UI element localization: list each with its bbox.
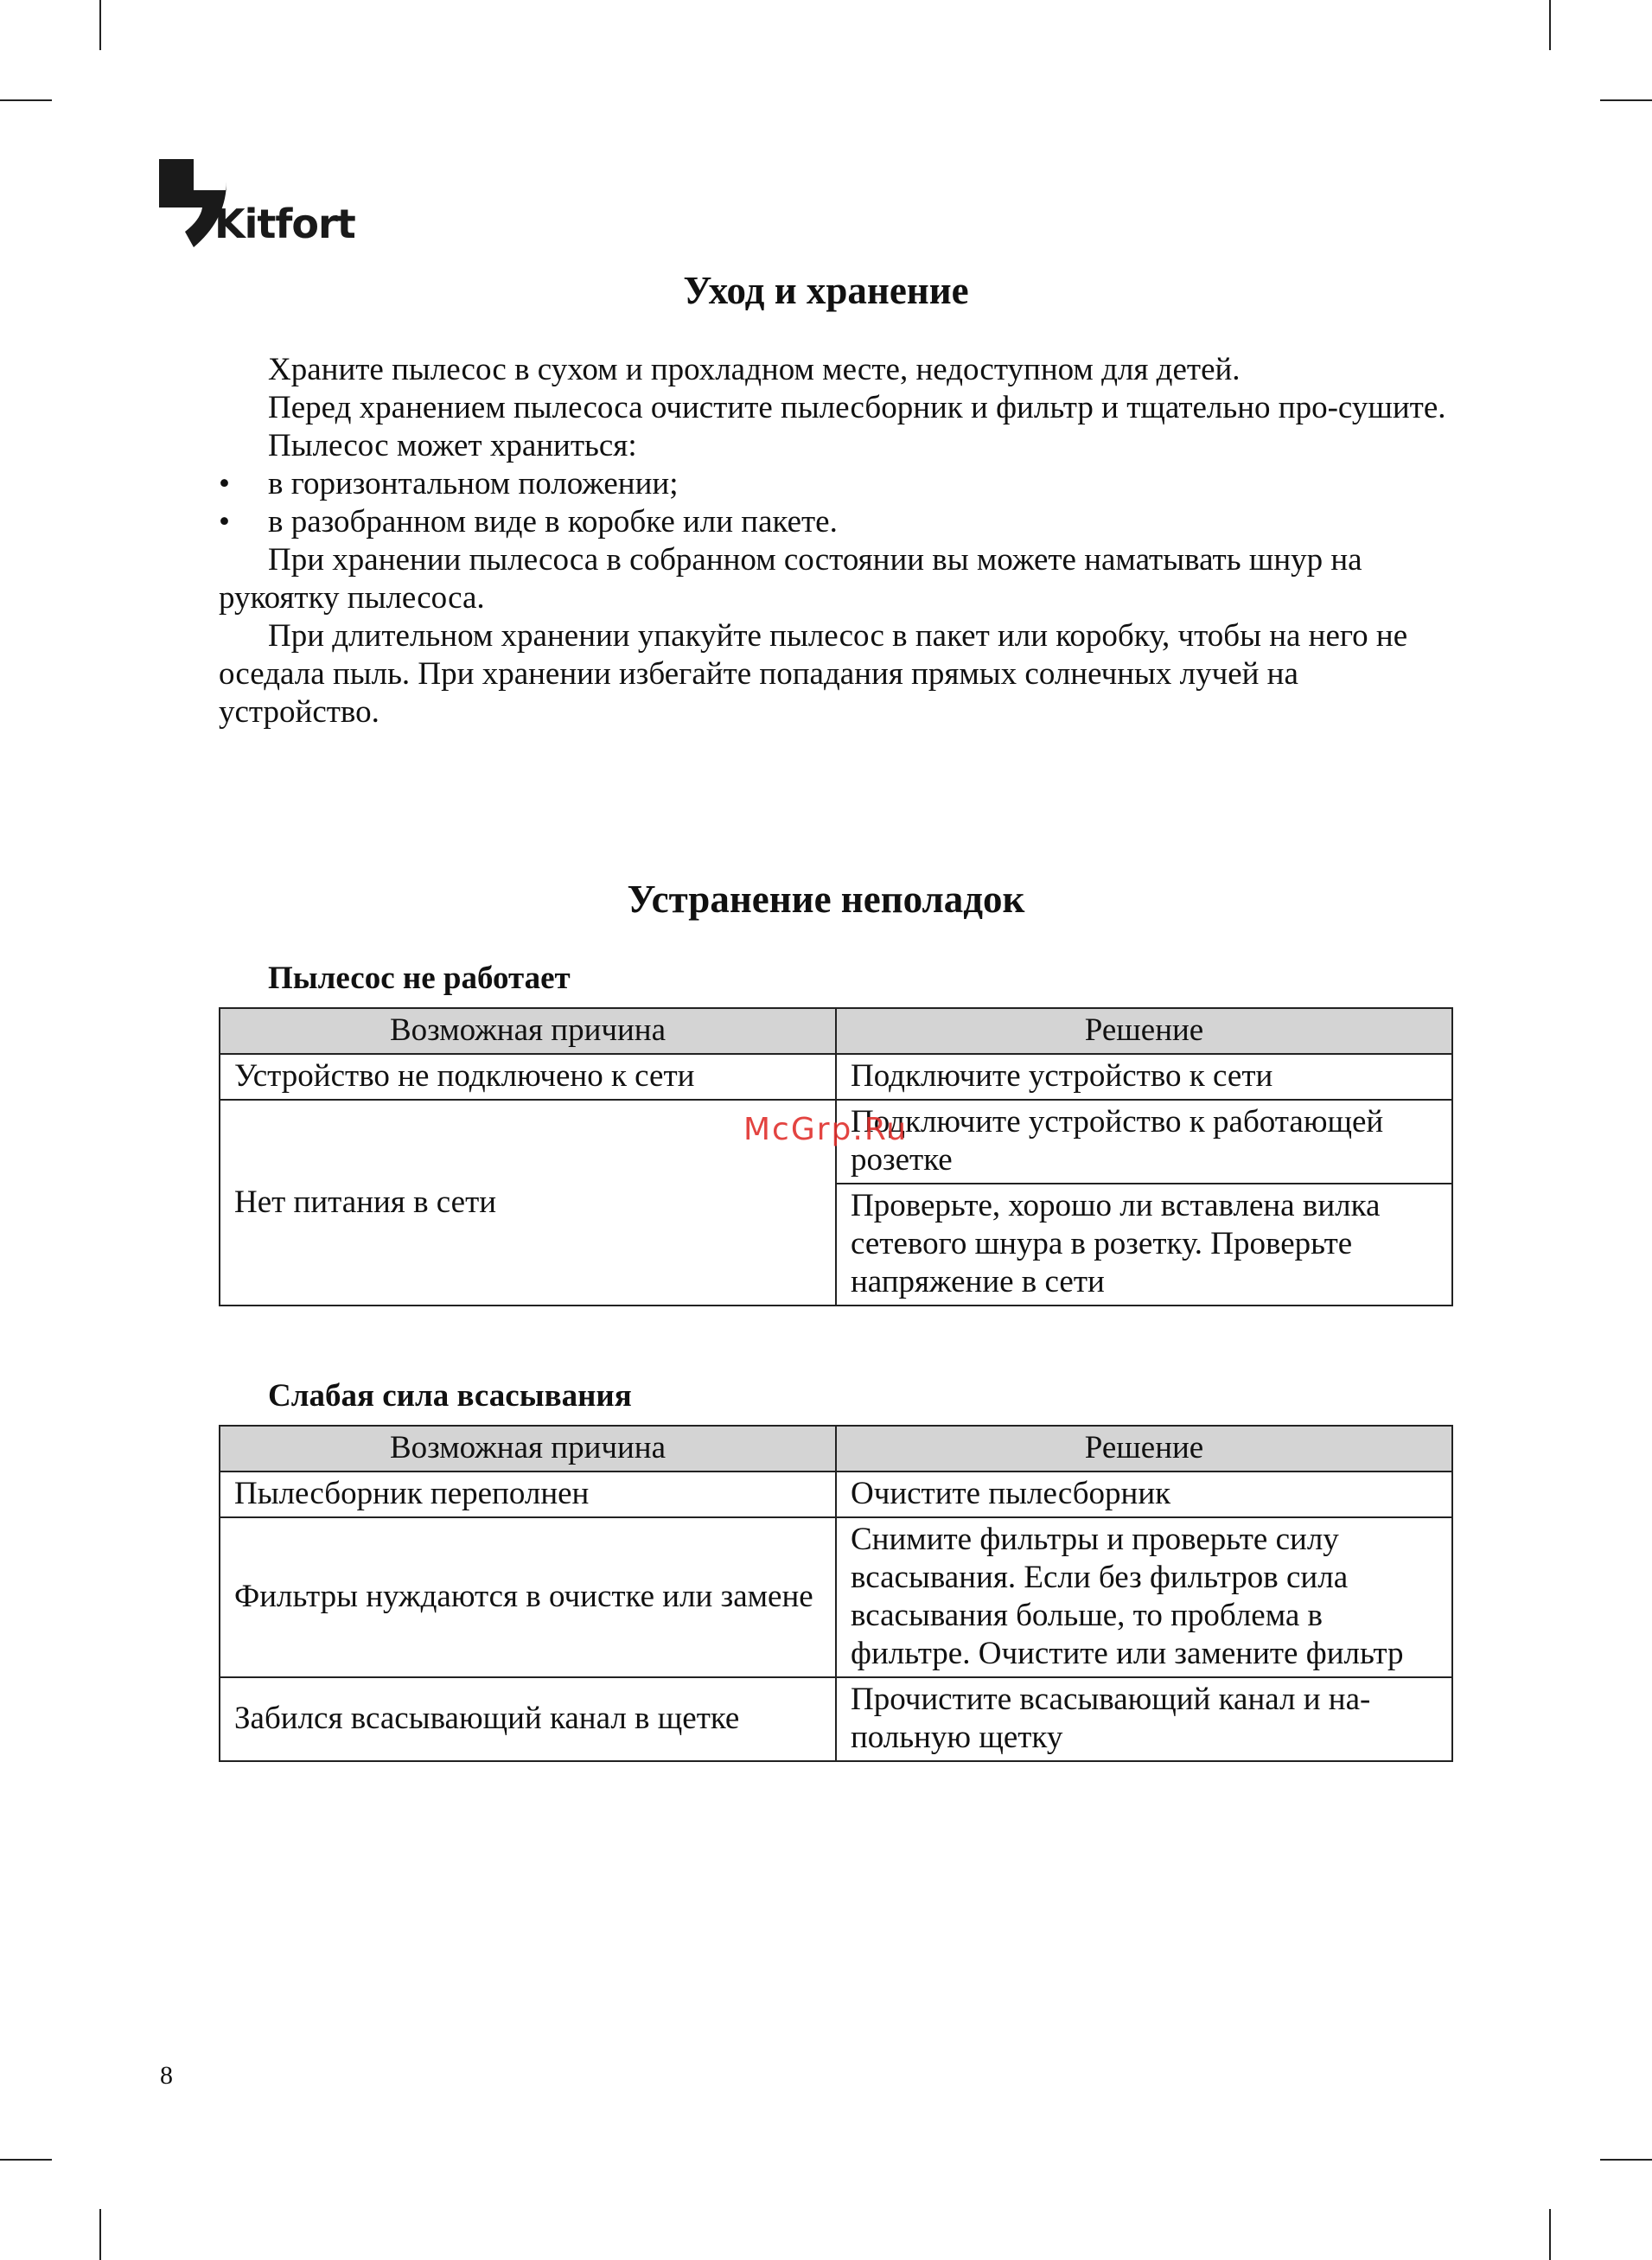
table-row	[220, 1054, 1452, 1100]
list-item-text: в горизонтальном положении;	[268, 466, 679, 501]
table-header-row	[220, 1008, 1452, 1054]
solution-cell: Подключите устройство к сети	[836, 1054, 1452, 1100]
care-title: Уход и хранение	[683, 269, 969, 312]
crop-mark	[1549, 2209, 1551, 2260]
troubleshooting-title: Устранение неполадок	[627, 878, 1025, 921]
cause-cell: Фильтры нуждаются в очистке или замене	[220, 1517, 836, 1677]
solution-cell: Проверьте, хорошо ли вставлена вилка сетевого шнура в розетку. Проверьте напряжение в сети	[836, 1184, 1452, 1306]
section-heading: Пылесос не работает	[268, 961, 571, 996]
table-row	[220, 1517, 1452, 1677]
bullet-icon: •	[219, 504, 230, 539]
solution-cell: Подключите устройство к работающей розетке	[836, 1100, 1452, 1184]
crop-mark	[99, 2209, 101, 2260]
brand-name: Kitfort	[214, 201, 355, 247]
troubleshooting-table-weak-suction	[219, 1425, 1453, 1762]
care-paragraph: Храните пылесос в сухом и прохладном месте, недоступном для детей.	[268, 352, 1241, 387]
column-header-solution: Решение	[836, 1426, 1452, 1472]
cause-cell: Нет питания в сети	[220, 1100, 836, 1306]
cause-cell: Устройство не подключено к сети	[220, 1054, 836, 1100]
table-header-row	[220, 1426, 1452, 1472]
cause-cell: Пылесборник переполнен	[220, 1472, 836, 1517]
care-paragraph: При длительном хранении упакуйте пылесос в пакет или коробку, чтобы на него не оседала пыль. При хранении избегайте попадания прямых солнечных лучей на устройство.	[219, 618, 1408, 730]
bullet-icon: •	[219, 466, 230, 501]
list-item	[219, 503, 1446, 541]
table-row	[220, 1677, 1452, 1761]
crop-mark	[0, 2159, 52, 2161]
solution-cell: Очистите пылесборник	[836, 1472, 1452, 1517]
cause-cell: Забился всасывающий канал в щетке	[220, 1677, 836, 1761]
list-item-text: в разобранном виде в коробке или пакете.	[268, 504, 838, 539]
kitfort-logo	[157, 157, 356, 252]
care-paragraph: Перед хранением пылесоса очистите пылесборник и фильтр и тщательно про-сушите.	[268, 390, 1446, 425]
column-header-cause: Возможная причина	[220, 1426, 836, 1472]
section-heading: Слабая сила всасывания	[268, 1378, 632, 1414]
table-row	[220, 1472, 1452, 1517]
care-paragraph: Пылесос может храниться:	[268, 428, 637, 463]
column-header-solution: Решение	[836, 1008, 1452, 1054]
watermark: McGrp.Ru	[743, 1112, 909, 1147]
crop-mark	[0, 99, 52, 101]
care-body	[219, 351, 1446, 731]
solution-cell: Прочистите всасывающий канал и на-польную щетку	[836, 1677, 1452, 1761]
page-number: 8	[160, 2061, 173, 2090]
column-header-cause: Возможная причина	[220, 1008, 836, 1054]
list-item	[219, 465, 1446, 503]
troubleshooting-table-not-working	[219, 1007, 1453, 1306]
crop-mark	[1549, 0, 1551, 50]
crop-mark	[1600, 2159, 1652, 2161]
solution-cell: Снимите фильтры и проверьте силу всасывания. Если без фильтров сила всасывания больше, то проблема в фильтре. Очистите или замените фильтр	[836, 1517, 1452, 1677]
care-paragraph: При хранении пылесоса в собранном состоянии вы можете наматывать шнур на рукоятку пылесоса.	[219, 542, 1362, 616]
crop-mark	[99, 0, 101, 50]
crop-mark	[1600, 99, 1652, 101]
